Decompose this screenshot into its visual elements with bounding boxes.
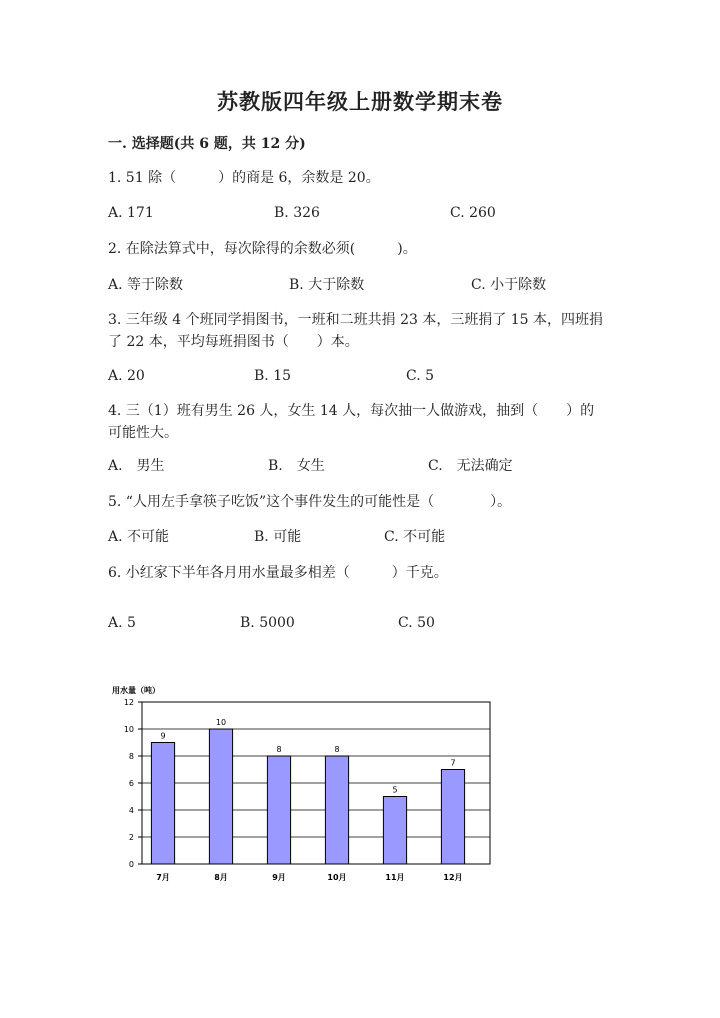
chart-bar bbox=[151, 743, 174, 865]
question-1-option-c: C. 260 bbox=[450, 205, 496, 221]
chart-y-tick-label: 12 bbox=[123, 698, 134, 707]
chart-data-label: 8 bbox=[334, 745, 340, 754]
chart-y-axis-label: 用水量（吨） bbox=[112, 686, 160, 695]
chart-bar bbox=[209, 729, 232, 864]
question-2-option-c: C. 小于除数 bbox=[471, 277, 547, 293]
chart-x-tick-label: 7月 bbox=[156, 873, 170, 882]
question-4-option-b: B. 女生 bbox=[268, 458, 325, 474]
chart-y-tick-label: 2 bbox=[128, 833, 134, 842]
question-5-option-b: B. 可能 bbox=[254, 529, 302, 545]
chart-y-tick-label: 8 bbox=[128, 752, 134, 761]
chart-bar bbox=[267, 756, 290, 864]
question-3-option-c: C. 5 bbox=[406, 368, 435, 384]
question-3-option-b: B. 15 bbox=[254, 368, 292, 384]
question-3: 3. 三年级 4 个班同学捐图书，一班和二班共捐 23 本，三班捐了 15 本，四班捐了 22 本，平均每班捐图书（ ）本。 bbox=[108, 312, 604, 350]
chart-x-tick-label: 11月 bbox=[385, 873, 405, 882]
page-title: 苏教版四年级上册数学期末卷 bbox=[217, 89, 503, 114]
question-5: 5. “人用左手拿筷子吃饭”这个事件发生的可能性是（ ）。 bbox=[108, 494, 512, 510]
chart-data-label: 9 bbox=[160, 731, 166, 741]
question-4-option-c: C. 无法确定 bbox=[428, 458, 513, 474]
chart-x-tick-label: 12月 bbox=[443, 873, 463, 882]
chart-data-label: 8 bbox=[276, 745, 282, 754]
question-1: 1. 51 除（ ）的商是 6，余数是 20。 bbox=[108, 170, 380, 186]
chart-x-tick-label: 10月 bbox=[327, 873, 347, 882]
question-4-option-a: A. 男生 bbox=[108, 458, 165, 474]
chart-x-tick-label: 9月 bbox=[272, 873, 286, 882]
question-2: 2. 在除法算式中，每次除得的余数必须( )。 bbox=[108, 241, 417, 257]
question-6-option-b: B. 5000 bbox=[240, 615, 295, 631]
chart-y-tick-label: 10 bbox=[123, 725, 134, 734]
chart-bar bbox=[383, 797, 406, 865]
water-usage-bar-chart bbox=[100, 680, 500, 890]
question-3-option-a: A. 20 bbox=[108, 368, 145, 384]
chart-bar bbox=[325, 756, 348, 864]
question-6-option-c: C. 50 bbox=[398, 615, 435, 631]
question-1-option-a: A. 171 bbox=[108, 205, 154, 221]
section-heading: 一. 选择题(共 6 题，共 12 分) bbox=[108, 136, 306, 152]
chart-data-label: 10 bbox=[215, 718, 227, 727]
question-5-option-c: C. 不可能 bbox=[384, 529, 446, 545]
question-4: 4. 三（1）班有男生 26 人，女生 14 人，每次抽一人做游戏，抽到（ ）的可能性大。 bbox=[108, 403, 595, 441]
question-5-option-a: A. 不可能 bbox=[108, 529, 170, 545]
chart-data-label: 5 bbox=[392, 785, 398, 795]
chart-data-label: 7 bbox=[450, 758, 456, 768]
question-6: 6. 小红家下半年各月用水量最多相差（ ）千克。 bbox=[108, 565, 448, 581]
chart-x-tick-label: 8月 bbox=[214, 873, 228, 882]
chart-y-tick-label: 4 bbox=[128, 806, 134, 815]
chart-y-tick-label: 6 bbox=[128, 779, 134, 788]
chart-bar bbox=[441, 770, 464, 865]
question-6-option-a: A. 5 bbox=[108, 615, 136, 631]
question-2-option-b: B. 大于除数 bbox=[289, 277, 365, 293]
question-1-option-b: B. 326 bbox=[274, 205, 320, 221]
chart-y-tick-label: 0 bbox=[128, 860, 134, 869]
question-2-option-a: A. 等于除数 bbox=[108, 277, 184, 293]
